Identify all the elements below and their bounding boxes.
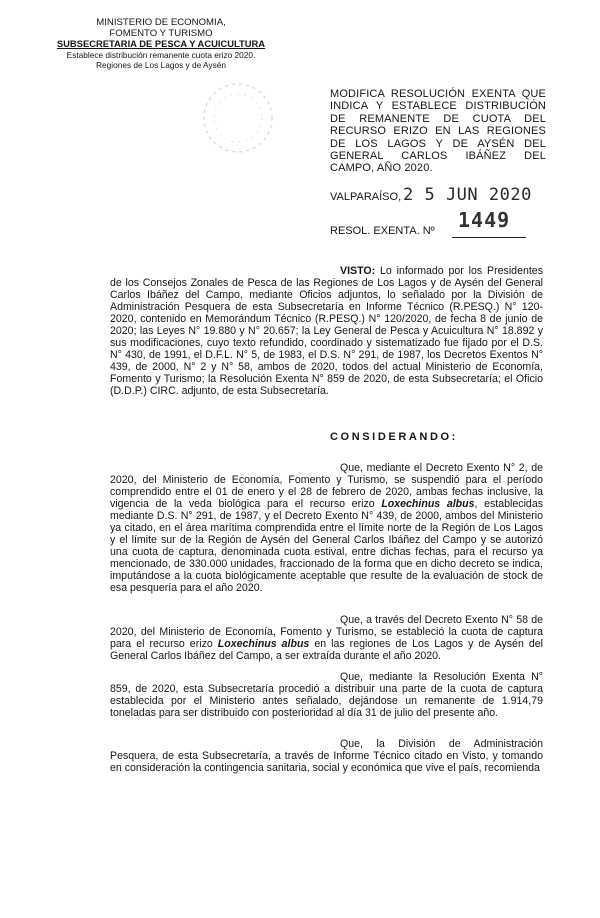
- date-stamp: 2 5 JUN 2020: [403, 185, 532, 205]
- resolution-number-underline: [452, 237, 526, 238]
- city: VALPARAÍSO,: [330, 191, 402, 203]
- species-name: Loxechinus albus: [381, 498, 475, 511]
- species-name: Loxechinus albus: [217, 638, 310, 651]
- paragraph-lead: Que, mediante el Decreto Exento N° 2, de: [340, 462, 543, 474]
- visto-text: Lo informado por los Presidentes de los Consejos Zonales de Pesca de las Regiones de Los Lagos y de Aysén del General Carlos Ibáñez del Campo, mediante Oficios adjuntos, lo señalado por la División de Administración Pesquera de esta Subsecretaría en Informe Técnico (R.PESQ.) N° 120-2020, contenido en Memorándum Técnico (R.PESQ.) N° 120/2020, de fecha 8 de junio de 2020; las Leyes N° 19.880 y N° 20.657; la Ley General de Pesca y Acuicultura N° 18.892 y sus modificaciones, cuyo texto refundido, coordinado y sistematizado fue fijado por el D.S. N° 430, de 1991, el D.F.L. N° 5, de 1983, el D.S. N° 291, de 1987, los Decretos Exentos N° 439, de 2000, N° 2 y N° 58, ambos de 2020, todos del actual Ministerio de Economía, Fomento y Turismo; la Resolución Exenta N° 859 de 2020, de esta Subsecretaría; el Oficio (D.D.P.) CIRC. adjunto, de esta Subsecretaría.: [110, 265, 543, 398]
- paragraph-text: en las regiones de Los Lagos y de Aysén del General Carlos Ibáñez del Campo, a ser extraída durante el año 2020.: [110, 638, 543, 663]
- ministry-line-2: FOMENTO Y TURISMO: [109, 27, 213, 39]
- visto-label: VISTO:: [340, 265, 376, 277]
- considerando-title: CONSIDERANDO:: [330, 431, 458, 443]
- resolution-number: 1449: [458, 208, 511, 232]
- paragraph-text: , establecidas mediante D.S. N° 291, de 1987, y el Decreto Exento N° 439, de 2000, ambos del Ministerio ya citado, en el área marítima comprendida entre el límite norte de la Región de Los Lagos y el límite sur de la Región de Aysén del General Carlos Ibáñez del Campo y se autorizó una cuota de captura, denominada cuota estival, entre dichas fechas, para el recurso ya mencionado, de 330.000 unidades, fraccionado de la forma que en dicho decreto se indica, imputándose a la cuota biológicamente aceptable que resulte de la evaluación de stock de esa pesquería para el año 2020.: [110, 498, 544, 595]
- place-date-line: [330, 185, 532, 205]
- reference-line-1: Establece distribución remanente cuota erizo 2020.: [66, 49, 256, 60]
- paragraph-text: 2020, del Ministerio de Economía, Fomento y Turismo, se suspendió para el período comprendido entre el 01 de enero y el 28 de febrero de 2020, ambas fechas inclusive, la vigencia de la veda biológica para el recurso erizo: [110, 474, 543, 511]
- paragraph-lead: Que, mediante la Resolución Exenta N° 859,: [110, 671, 543, 696]
- paragraph-text: de 2020, esta Subsecretaría procedió a distribuir una parte de la cuota de captura establecida por el Ministerio antes señalado, dejándose un remanente de 1.914,79 toneladas para ser distribuido con posterioridad al día 31 de julio del presente año.: [110, 683, 543, 720]
- considerando-paragraph-3: [110, 671, 543, 719]
- resolution-subject: MODIFICA RESOLUCIÓN EXENTA QUE INDICA Y ESTABLECE DISTRIBUCIÓN DE REMANENTE DE CUOTA DEL RECURSO ERIZO EN LAS REGIONES DE LOS LAGOS Y DE AYSÉN DEL GENERAL CARLOS IBÁÑEZ DEL CAMPO, AÑO 2020.: [330, 88, 546, 175]
- considerando-paragraph-4: [110, 738, 543, 774]
- considerando-paragraph-2: [110, 614, 543, 662]
- paragraph-lead: Que, a través del Decreto Exento N° 58 de: [340, 614, 543, 626]
- subsecretaria-line: SUBSECRETARIA DE PESCA Y ACUICULTURA: [56, 38, 266, 49]
- paragraph-text: 2020, del Ministerio de Economía, Fomento y Turismo, se estableció la cuota de captura para el recurso erizo: [110, 626, 543, 651]
- letterhead: [56, 18, 266, 71]
- paragraph-text: de esta Subsecretaría, a través de Informe Técnico citado en Visto, y tomando en consideración la contingencia sanitaria, social y económica que vive el país, recomienda: [110, 750, 543, 775]
- considerando-paragraph-1: [110, 462, 543, 595]
- reference-line-2: Regiones de Los Lagos y de Aysén: [96, 60, 226, 70]
- paragraph-lead: Que, la División de Administración Pesquera,: [110, 738, 543, 763]
- ministry-line-1: MINISTERIO DE ECONOMIA,: [96, 17, 226, 28]
- resolution-label: RESOL. EXENTA. Nº: [330, 225, 435, 237]
- faint-seal-stamp: [190, 74, 290, 164]
- visto-paragraph: [110, 265, 543, 398]
